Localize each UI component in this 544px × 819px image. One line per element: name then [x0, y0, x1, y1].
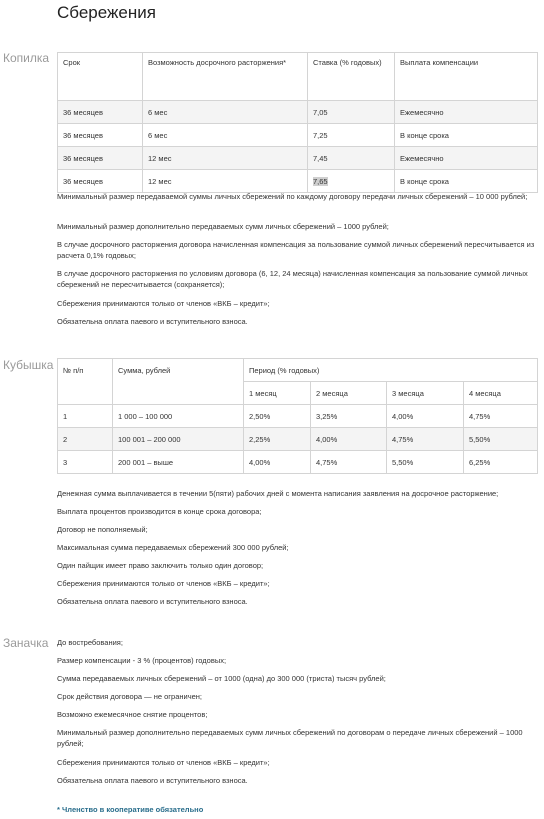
table-cell: 36 месяцев: [58, 124, 143, 147]
table-header-cell: 1 месяц: [244, 382, 311, 405]
table-cell: 12 мес: [143, 147, 308, 170]
note: Обязательна оплата паевого и вступительного взноса.: [57, 776, 248, 785]
table-header-cell: Период (% годовых): [244, 359, 538, 382]
note: До востребования;: [57, 638, 123, 647]
table-cell: 36 месяцев: [58, 147, 143, 170]
table-cell: В конце срока: [395, 124, 538, 147]
note: Максимальная сумма передаваемых сбережений 300 000 рублей;: [57, 543, 289, 552]
table-header-row: [58, 359, 538, 382]
note: Один пайщик имеет право заключить только один договор;: [57, 561, 264, 570]
table-row: [58, 170, 538, 193]
note: Обязательна оплата паевого и вступительного взноса.: [57, 597, 248, 606]
table-cell: 4,75%: [464, 405, 538, 428]
table-cell: 1: [58, 405, 113, 428]
membership-footnote: * Членство в кооперативе обязательно: [57, 805, 204, 814]
highlighted-rate: 7,65: [313, 176, 328, 186]
table-header-cell: Срок: [58, 53, 143, 101]
table-cell: В конце срока: [395, 170, 538, 193]
table-cell: 2: [58, 428, 113, 451]
note: В случае досрочного расторжения по условиям договора (6, 12, 24 месяца) начисленная компенсация за пользование суммой личных сбережений не пересчитывается (сохраняется);: [57, 269, 528, 289]
table-cell: 200 001 – выше: [113, 451, 244, 474]
page-title: Сбережения: [57, 3, 156, 22]
table-cell: 6,25%: [464, 451, 538, 474]
table-cell: 5,50%: [387, 451, 464, 474]
note: Минимальный размер передаваемой суммы личных сбережений по каждому договору передачи личных сбережений – 10 000 рублей;: [57, 192, 528, 201]
table-cell: 4,00%: [387, 405, 464, 428]
note: Размер компенсации - 3 % (процентов) годовых;: [57, 656, 227, 665]
note: Сбережения принимаются только от членов «ВКБ – кредит»;: [57, 758, 270, 767]
kopilka-table: [57, 52, 538, 193]
note: Денежная сумма выплачивается в течении 5(пяти) рабочих дней с момента написания заявления на досрочное расторжение;: [57, 489, 499, 498]
note: Возможно ежемесячное снятие процентов;: [57, 710, 208, 719]
table-header-cell: Возможность досрочного расторжения*: [143, 53, 308, 101]
table-cell: 1 000 – 100 000: [113, 405, 244, 428]
table-row: [58, 147, 538, 170]
table-cell: Ежемесячно: [395, 101, 538, 124]
table-cell: 7,05: [308, 101, 395, 124]
note: Минимальный размер дополнительно передаваемых сумм личных сбережений по договорам о передаче личных сбережений – 1000 рублей;: [57, 728, 523, 748]
table-cell: 6 мес: [143, 101, 308, 124]
note: Сумма передаваемых личных сбережений – от 1000 (одна) до 300 000 (триста) тысяч рублей;: [57, 674, 386, 683]
table-header-cell: Ставка (% годовых): [308, 53, 395, 101]
section-label-zanachka: Заначка: [3, 636, 49, 650]
section-label-kopilka: Копилка: [3, 51, 50, 65]
table-cell: 7,25: [308, 124, 395, 147]
table-cell: 6 мес: [143, 124, 308, 147]
table-cell: 4,75%: [311, 451, 387, 474]
table-header-cell: 4 месяца: [464, 382, 538, 405]
table-row: [58, 405, 538, 428]
note: Выплата процентов производится в конце срока договора;: [57, 507, 262, 516]
kubyshka-table: [57, 358, 538, 474]
table-cell: Ежемесячно: [395, 147, 538, 170]
table-row: [58, 101, 538, 124]
note: Минимальный размер дополнительно передаваемых сумм личных сбережений – 1000 рублей;: [57, 222, 389, 231]
table-cell: 2,50%: [244, 405, 311, 428]
table-row: [58, 451, 538, 474]
table-row: [58, 428, 538, 451]
note: В случае досрочного расторжения договора начисленная компенсация за пользование суммой личных сбережений пересчитывается из расчета 0,1% годовых;: [57, 240, 535, 260]
note: Обязательна оплата паевого и вступительного взноса.: [57, 317, 248, 326]
table-header-cell: 2 месяца: [311, 382, 387, 405]
table-header-cell: № п/п: [58, 359, 113, 405]
table-cell: 36 месяцев: [58, 170, 143, 193]
table-cell: 7,45: [308, 147, 395, 170]
table-cell: 3: [58, 451, 113, 474]
table-cell: 12 мес: [143, 170, 308, 193]
table-cell: 100 001 – 200 000: [113, 428, 244, 451]
table-header-cell: Сумма, рублей: [113, 359, 244, 405]
table-cell: 4,75%: [387, 428, 464, 451]
table-cell: 5,50%: [464, 428, 538, 451]
table-cell: 36 месяцев: [58, 101, 143, 124]
table-cell: 3,25%: [311, 405, 387, 428]
table-cell: 4,00%: [244, 451, 311, 474]
table-cell: 4,00%: [311, 428, 387, 451]
note: Срок действия договора — не ограничен;: [57, 692, 203, 701]
note: Договор не пополняемый;: [57, 525, 148, 534]
table-header-row: [58, 53, 538, 101]
table-row: [58, 124, 538, 147]
table-header-cell: 3 месяца: [387, 382, 464, 405]
table-header-cell: Выплата компенсации: [395, 53, 538, 101]
section-label-kubyshka: Кубышка: [3, 358, 54, 372]
table-cell: [308, 170, 395, 193]
note: Сбережения принимаются только от членов «ВКБ – кредит»;: [57, 299, 270, 308]
note: Сбережения принимаются только от членов «ВКБ – кредит»;: [57, 579, 270, 588]
table-cell: 2,25%: [244, 428, 311, 451]
